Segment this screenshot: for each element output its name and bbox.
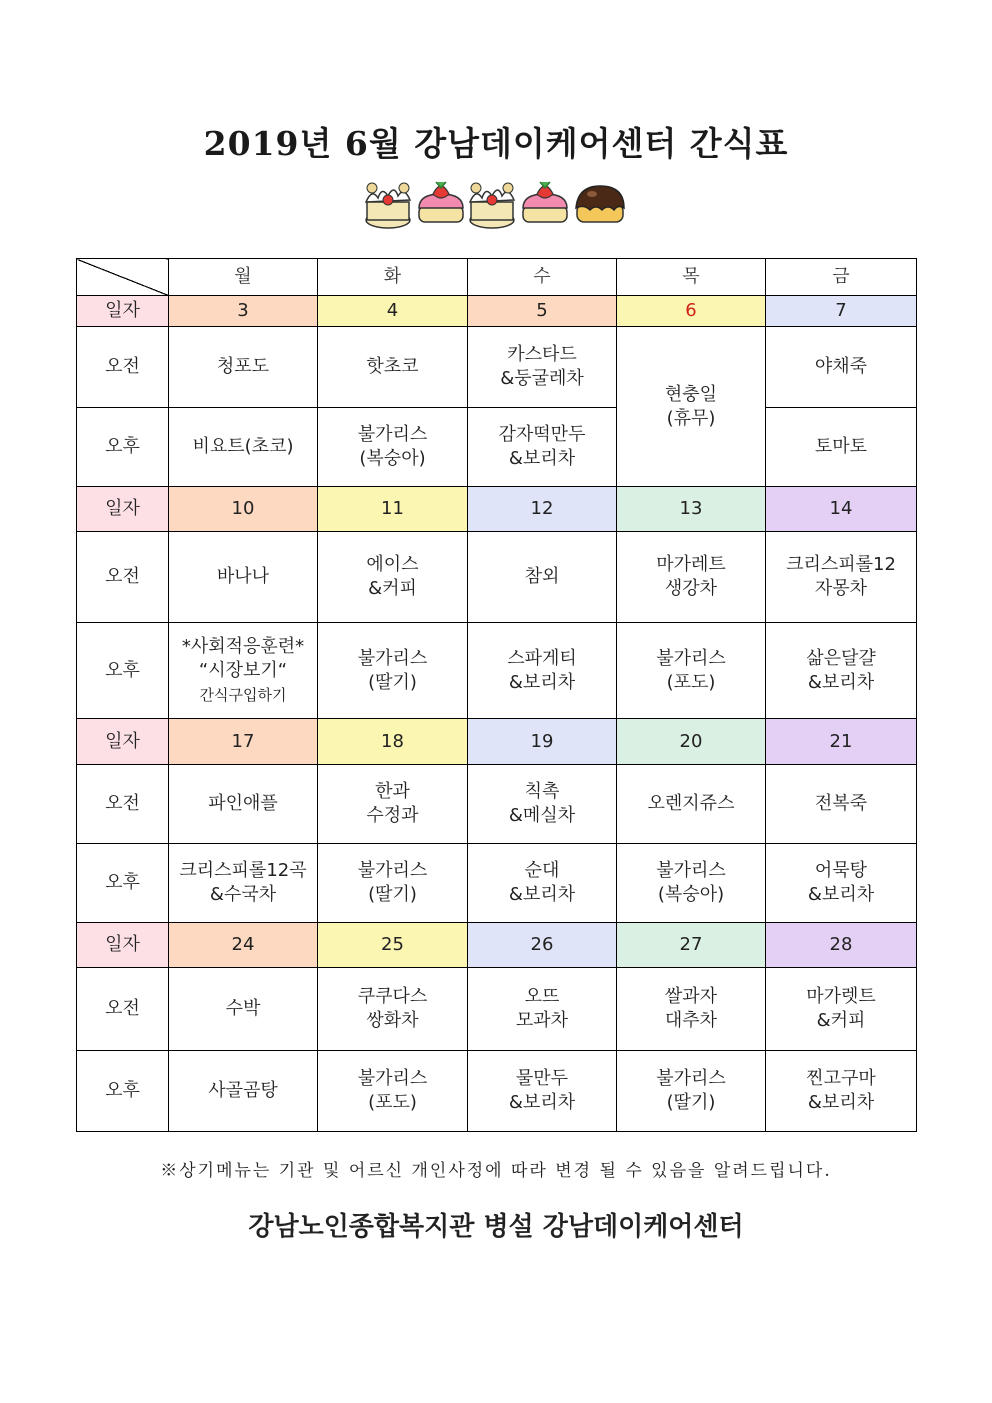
menu-text: &보리차 — [807, 1092, 875, 1113]
menu-text: 마가렛트 — [806, 986, 876, 1007]
pm-snack-row — [77, 1051, 917, 1132]
pm-snack-row — [77, 623, 917, 719]
date-row — [77, 719, 917, 765]
menu-text: 쌀과자 — [664, 986, 718, 1007]
menu-text: 청포도 — [216, 356, 270, 377]
menu-text: (복숭아) — [657, 884, 725, 905]
snack-cell — [617, 968, 766, 1051]
snack-cell — [169, 765, 318, 844]
date-row-label: 일자 — [77, 487, 169, 532]
am-snack-row — [77, 968, 917, 1051]
snack-cell — [468, 844, 617, 923]
date-cell: 13 — [617, 487, 766, 532]
menu-text: 오렌지쥬스 — [647, 793, 735, 814]
menu-text: 핫초코 — [366, 356, 419, 377]
am-row-label: 오전 — [77, 532, 169, 623]
menu-text: 대추차 — [664, 1010, 718, 1031]
date-cell: 10 — [169, 487, 318, 532]
menu-text: 비요트(초코) — [192, 436, 294, 457]
menu-text: *사회적응훈련* — [181, 635, 305, 657]
date-cell: 28 — [766, 923, 917, 968]
menu-text: 한과 — [375, 781, 410, 802]
date-cell: 19 — [468, 719, 617, 765]
snack-cell — [766, 532, 917, 623]
menu-text: 바나나 — [216, 566, 270, 587]
menu-text: 수정과 — [366, 805, 419, 826]
date-cell: 26 — [468, 923, 617, 968]
weekday-header-row — [77, 259, 917, 296]
strawberry-cake-icon — [523, 182, 567, 222]
weekday-header: 목 — [617, 259, 766, 296]
menu-text: (복숭아) — [359, 448, 426, 469]
menu-text: 불가리스 — [357, 424, 428, 445]
date-cell: 24 — [169, 923, 318, 968]
menu-text: 쿠쿠다스 — [357, 986, 428, 1007]
date-cell: 18 — [318, 719, 468, 765]
snack-cell — [617, 1051, 766, 1132]
menu-text: 생강차 — [664, 578, 718, 599]
menu-text: 간식구입하기 — [199, 685, 287, 704]
date-cell: 11 — [318, 487, 468, 532]
snack-cell — [318, 968, 468, 1051]
snack-cell — [318, 765, 468, 844]
menu-text: 사골곰탕 — [208, 1080, 278, 1101]
menu-text: 찐고구마 — [806, 1068, 876, 1089]
menu-text: &보리차 — [508, 1092, 576, 1113]
menu-text: 토마토 — [814, 436, 868, 457]
cake-decoration — [360, 176, 632, 232]
holiday-text: (휴무) — [666, 407, 716, 429]
menu-text: 순대 — [524, 860, 560, 881]
menu-text: 오뜨 — [524, 986, 560, 1007]
snack-cell — [766, 844, 917, 923]
snack-cell — [468, 532, 617, 623]
date-row — [77, 487, 917, 532]
snack-cell — [468, 1051, 617, 1132]
menu-text: (포도) — [368, 1092, 417, 1113]
chocolate-cake-icon — [576, 186, 624, 222]
holiday-cell — [617, 327, 766, 487]
menu-text: (포도) — [666, 671, 716, 693]
weekday-header: 화 — [318, 259, 468, 296]
date-cell: 4 — [318, 296, 468, 327]
weekday-header: 수 — [468, 259, 617, 296]
snack-cell — [169, 968, 318, 1051]
snack-cell — [468, 765, 617, 844]
menu-text: 쌍화차 — [366, 1010, 419, 1031]
notice-text: ※상기메뉴는 기관 및 어르신 개인사정에 따라 변경 될 수 있음을 알려드립니다. — [160, 1161, 832, 1181]
date-cell: 27 — [617, 923, 766, 968]
date-cell: 20 — [617, 719, 766, 765]
snack-cell — [169, 532, 318, 623]
date-cell: 5 — [468, 296, 617, 327]
page-title: 2019년 6월 강남데이케어센터 간식표 — [203, 124, 789, 163]
menu-text: 불가리스 — [357, 1068, 428, 1089]
date-row-label: 일자 — [77, 719, 169, 765]
menu-text: 불가리스 — [357, 860, 428, 881]
pm-row-label: 오후 — [77, 844, 169, 923]
snack-cell — [318, 623, 468, 719]
am-snack-row — [77, 765, 917, 844]
snack-cell — [617, 765, 766, 844]
menu-text: &커피 — [368, 578, 417, 599]
menu-text: &보리차 — [508, 448, 576, 469]
date-cell: 7 — [766, 296, 917, 327]
snack-cell — [318, 408, 468, 487]
date-cell: 25 — [318, 923, 468, 968]
snack-cell — [169, 327, 318, 408]
date-row — [77, 923, 917, 968]
date-cell: 21 — [766, 719, 917, 765]
date-row-label: 일자 — [77, 923, 169, 968]
am-row-label: 오전 — [77, 327, 169, 408]
menu-text: 물만두 — [515, 1068, 569, 1089]
menu-text: &보리차 — [807, 884, 875, 905]
menu-text: 마가레트 — [656, 554, 726, 575]
menu-text: 에이스 — [366, 554, 419, 575]
snack-cell — [766, 968, 917, 1051]
am-snack-row — [77, 327, 917, 408]
strawberry-cake-icon — [419, 182, 463, 222]
menu-text: 전복죽 — [814, 793, 868, 814]
snack-cell — [468, 968, 617, 1051]
am-row-label: 오전 — [77, 968, 169, 1051]
snack-cell — [318, 532, 468, 623]
date-cell: 14 — [766, 487, 917, 532]
snack-cell — [318, 327, 468, 408]
menu-text: 모과차 — [515, 1010, 569, 1031]
weekday-header: 금 — [766, 259, 917, 296]
holiday-text: 현충일 — [664, 383, 718, 405]
menu-text: (딸기) — [368, 884, 417, 905]
snack-cell — [468, 623, 617, 719]
menu-text: 자몽차 — [814, 578, 868, 599]
pm-snack-row — [77, 844, 917, 923]
snack-cell — [617, 623, 766, 719]
snack-cell — [468, 327, 617, 408]
date-cell: 12 — [468, 487, 617, 532]
menu-text: “시장보기“ — [198, 659, 288, 681]
menu-text: 크리스피롤12곡 — [179, 860, 307, 881]
menu-text: 불가리스 — [656, 860, 726, 881]
menu-text: 불가리스 — [357, 647, 428, 669]
menu-text: &보리차 — [508, 884, 576, 905]
pm-snack-row — [77, 408, 917, 487]
snack-menu-table — [76, 258, 917, 1132]
menu-text: (딸기) — [666, 1092, 716, 1113]
menu-text: &보리차 — [807, 671, 875, 693]
pm-row-label: 오후 — [77, 1051, 169, 1132]
menu-text: (딸기) — [368, 671, 417, 693]
menu-text: &보리차 — [508, 671, 576, 693]
menu-text: 삶은달걀 — [806, 647, 876, 669]
menu-text: 스파게티 — [507, 647, 577, 669]
menu-text: 칙촉 — [524, 781, 560, 802]
snack-cell — [169, 623, 318, 719]
corner-diagonal-cell — [77, 259, 169, 296]
menu-text: 파인애플 — [208, 793, 278, 814]
menu-text: 불가리스 — [656, 647, 726, 669]
menu-text: 감자떡만두 — [498, 424, 586, 445]
menu-text: &둥굴레차 — [500, 368, 584, 389]
am-row-label: 오전 — [77, 765, 169, 844]
date-row-label: 일자 — [77, 296, 169, 327]
snack-cell — [617, 532, 766, 623]
weekday-header: 월 — [169, 259, 318, 296]
snack-cell — [468, 408, 617, 487]
organization-name: 강남노인종합복지관 병설 강남데이케어센터 — [248, 1212, 744, 1242]
snack-cell — [318, 1051, 468, 1132]
snack-cell — [169, 1051, 318, 1132]
date-row — [77, 296, 917, 327]
menu-text: 크리스피롤12 — [786, 554, 896, 575]
menu-text: 야채죽 — [814, 356, 868, 377]
am-snack-row — [77, 532, 917, 623]
menu-text: 카스타드 — [507, 344, 577, 365]
snack-cell — [169, 408, 318, 487]
cream-cake-icon — [470, 183, 514, 228]
menu-text: 수박 — [225, 998, 261, 1019]
snack-cell — [169, 844, 318, 923]
date-cell: 6 — [617, 296, 766, 327]
snack-cell — [766, 327, 917, 408]
snack-cell — [766, 1051, 917, 1132]
menu-text: 어묵탕 — [814, 860, 868, 881]
snack-cell — [318, 844, 468, 923]
snack-cell — [766, 623, 917, 719]
snack-cell — [766, 765, 917, 844]
date-cell: 17 — [169, 719, 318, 765]
menu-text: 참외 — [524, 566, 560, 587]
cream-cake-icon — [366, 183, 410, 228]
menu-text: &수국차 — [209, 884, 277, 905]
menu-text: &커피 — [816, 1010, 866, 1031]
pm-row-label: 오후 — [77, 408, 169, 487]
pm-row-label: 오후 — [77, 623, 169, 719]
snack-cell — [766, 408, 917, 487]
date-cell: 3 — [169, 296, 318, 327]
menu-text: 불가리스 — [656, 1068, 726, 1089]
snack-cell — [617, 844, 766, 923]
menu-text: &메실차 — [508, 805, 576, 826]
